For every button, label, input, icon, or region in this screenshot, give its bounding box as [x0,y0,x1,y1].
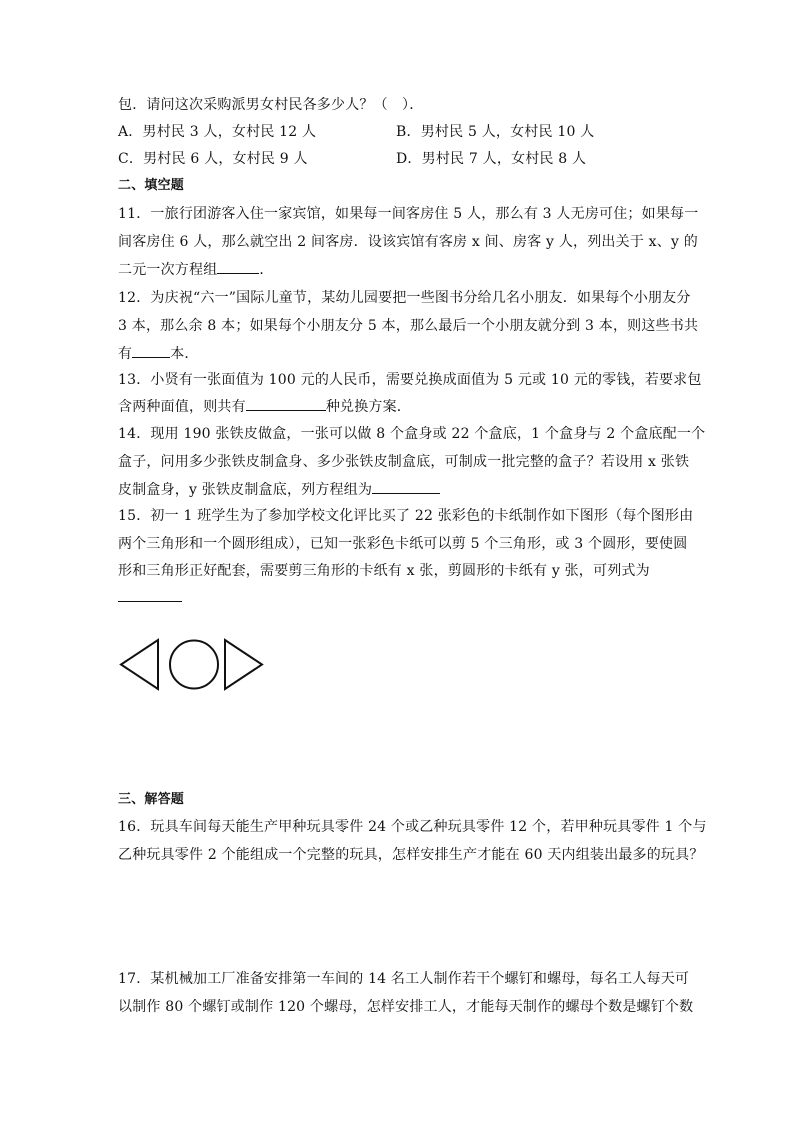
q17-line-1: 17．某机械加工厂准备安排第一车间的 14 名工人制作若干个螺钉和螺母，每名工人每天可 [118,971,690,987]
q12-text: 有 [118,346,133,362]
shapes-figure [118,636,268,694]
q12-line-1: 12．为庆祝“六一”国际儿童节，某幼儿园要把一些图书分给几名小朋友．如果每个小朋友分 [118,290,691,306]
q12-line-2: 3 本，那么余 8 本；如果每个小朋友分 5 本，那么最后一个小朋友就分到 3 本，则这些书共 [118,318,699,334]
q11-line-2: 间客房住 6 人，那么就空出 2 间客房．设该宾馆有客房 x 间、房客 y 人，列出关于 x、y 的 [118,234,698,250]
q13-line-1: 13．小贤有一张面值为 100 元的人民币，需要兑换成面值为 5 元或 10 元的零钱，若要求包 [118,372,702,388]
q15-line-1: 15．初一 1 班学生为了参加学校文化评比买了 22 张彩色的卡纸制作如下图形（每个图形由 [118,508,694,524]
q11-line-1: 11．一旅行团游客入住一家宾馆，如果每一间客房住 5 人，那么有 3 人无房可住；如果每一 [118,206,699,222]
q12-tail: 本． [170,346,199,362]
triangle-left-icon [121,640,158,689]
section-heading-solve: 三、解答题 [118,792,185,807]
q12-line-3 [118,345,199,363]
q15-line-4 [118,589,182,607]
q15-line-2: 两个三角形和一个圆形组成），已知一张彩色卡纸可以剪 5 个三角形，或 3 个圆形，要使圆 [118,536,688,552]
q10-option-a: A．男村民 3 人，女村民 12 人 [118,124,317,140]
q11-text: 二元一次方程组 [118,262,218,278]
circle-icon [170,641,218,689]
q14-text: 皮制盒身，y 张铁皮制盒底，列方程组为 [118,482,373,498]
answer-blank [372,481,440,494]
q15-line-3: 形和三角形正好配套，需要剪三角形的卡纸有 x 张，剪圆形的卡纸有 y 张，可列式为 [118,563,650,579]
q10-option-b: B．男村民 5 人，女村民 10 人 [396,124,595,140]
q13-line-2 [118,398,411,416]
q16-line-2: 乙种玩具零件 2 个能组成一个完整的玩具，怎样安排生产才能在 60 天内组装出最多的玩具？ [118,847,704,863]
q11-tail: ． [259,262,274,278]
q16-line-1: 16．玩具车间每天能生产甲种玩具零件 24 个或乙种玩具零件 12 个，若甲种玩具零件 1 个与 [118,819,707,835]
q13-text: 含两种面值，则共有 [118,399,246,415]
q11-line-3 [118,261,274,279]
q14-line-1: 14．现用 190 张铁皮做盒，一张可以做 8 个盒身或 22 个盒底，1 个盒身与 2 个盒底配一个 [118,426,706,442]
q17-line-2: 以制作 80 个螺钉或制作 120 个螺母，怎样安排工人，才能每天制作的螺母个数是螺钉个数 [118,999,694,1015]
q13-tail: 种兑换方案． [325,399,412,415]
q14-line-3 [118,481,440,499]
triangle-right-icon [225,640,262,689]
answer-blank [132,345,170,358]
answer-blank [246,398,326,411]
section-heading-fill-in: 二、填空题 [118,178,185,193]
answer-blank [118,589,182,602]
figure-shapes [118,636,268,698]
q10-continuation: 包．请问这次采购派男女村民各多少人？（ ）． [118,97,424,113]
answer-blank [217,261,259,274]
q10-option-c: C．男村民 6 人，女村民 9 人 [118,151,308,167]
q10-option-d: D．男村民 7 人，女村民 8 人 [396,151,587,167]
q14-line-2: 盒子，问用多少张铁皮制盒身、多少张铁皮制盒底，可制成一批完整的盒子？若设用 x 张铁 [118,454,690,470]
